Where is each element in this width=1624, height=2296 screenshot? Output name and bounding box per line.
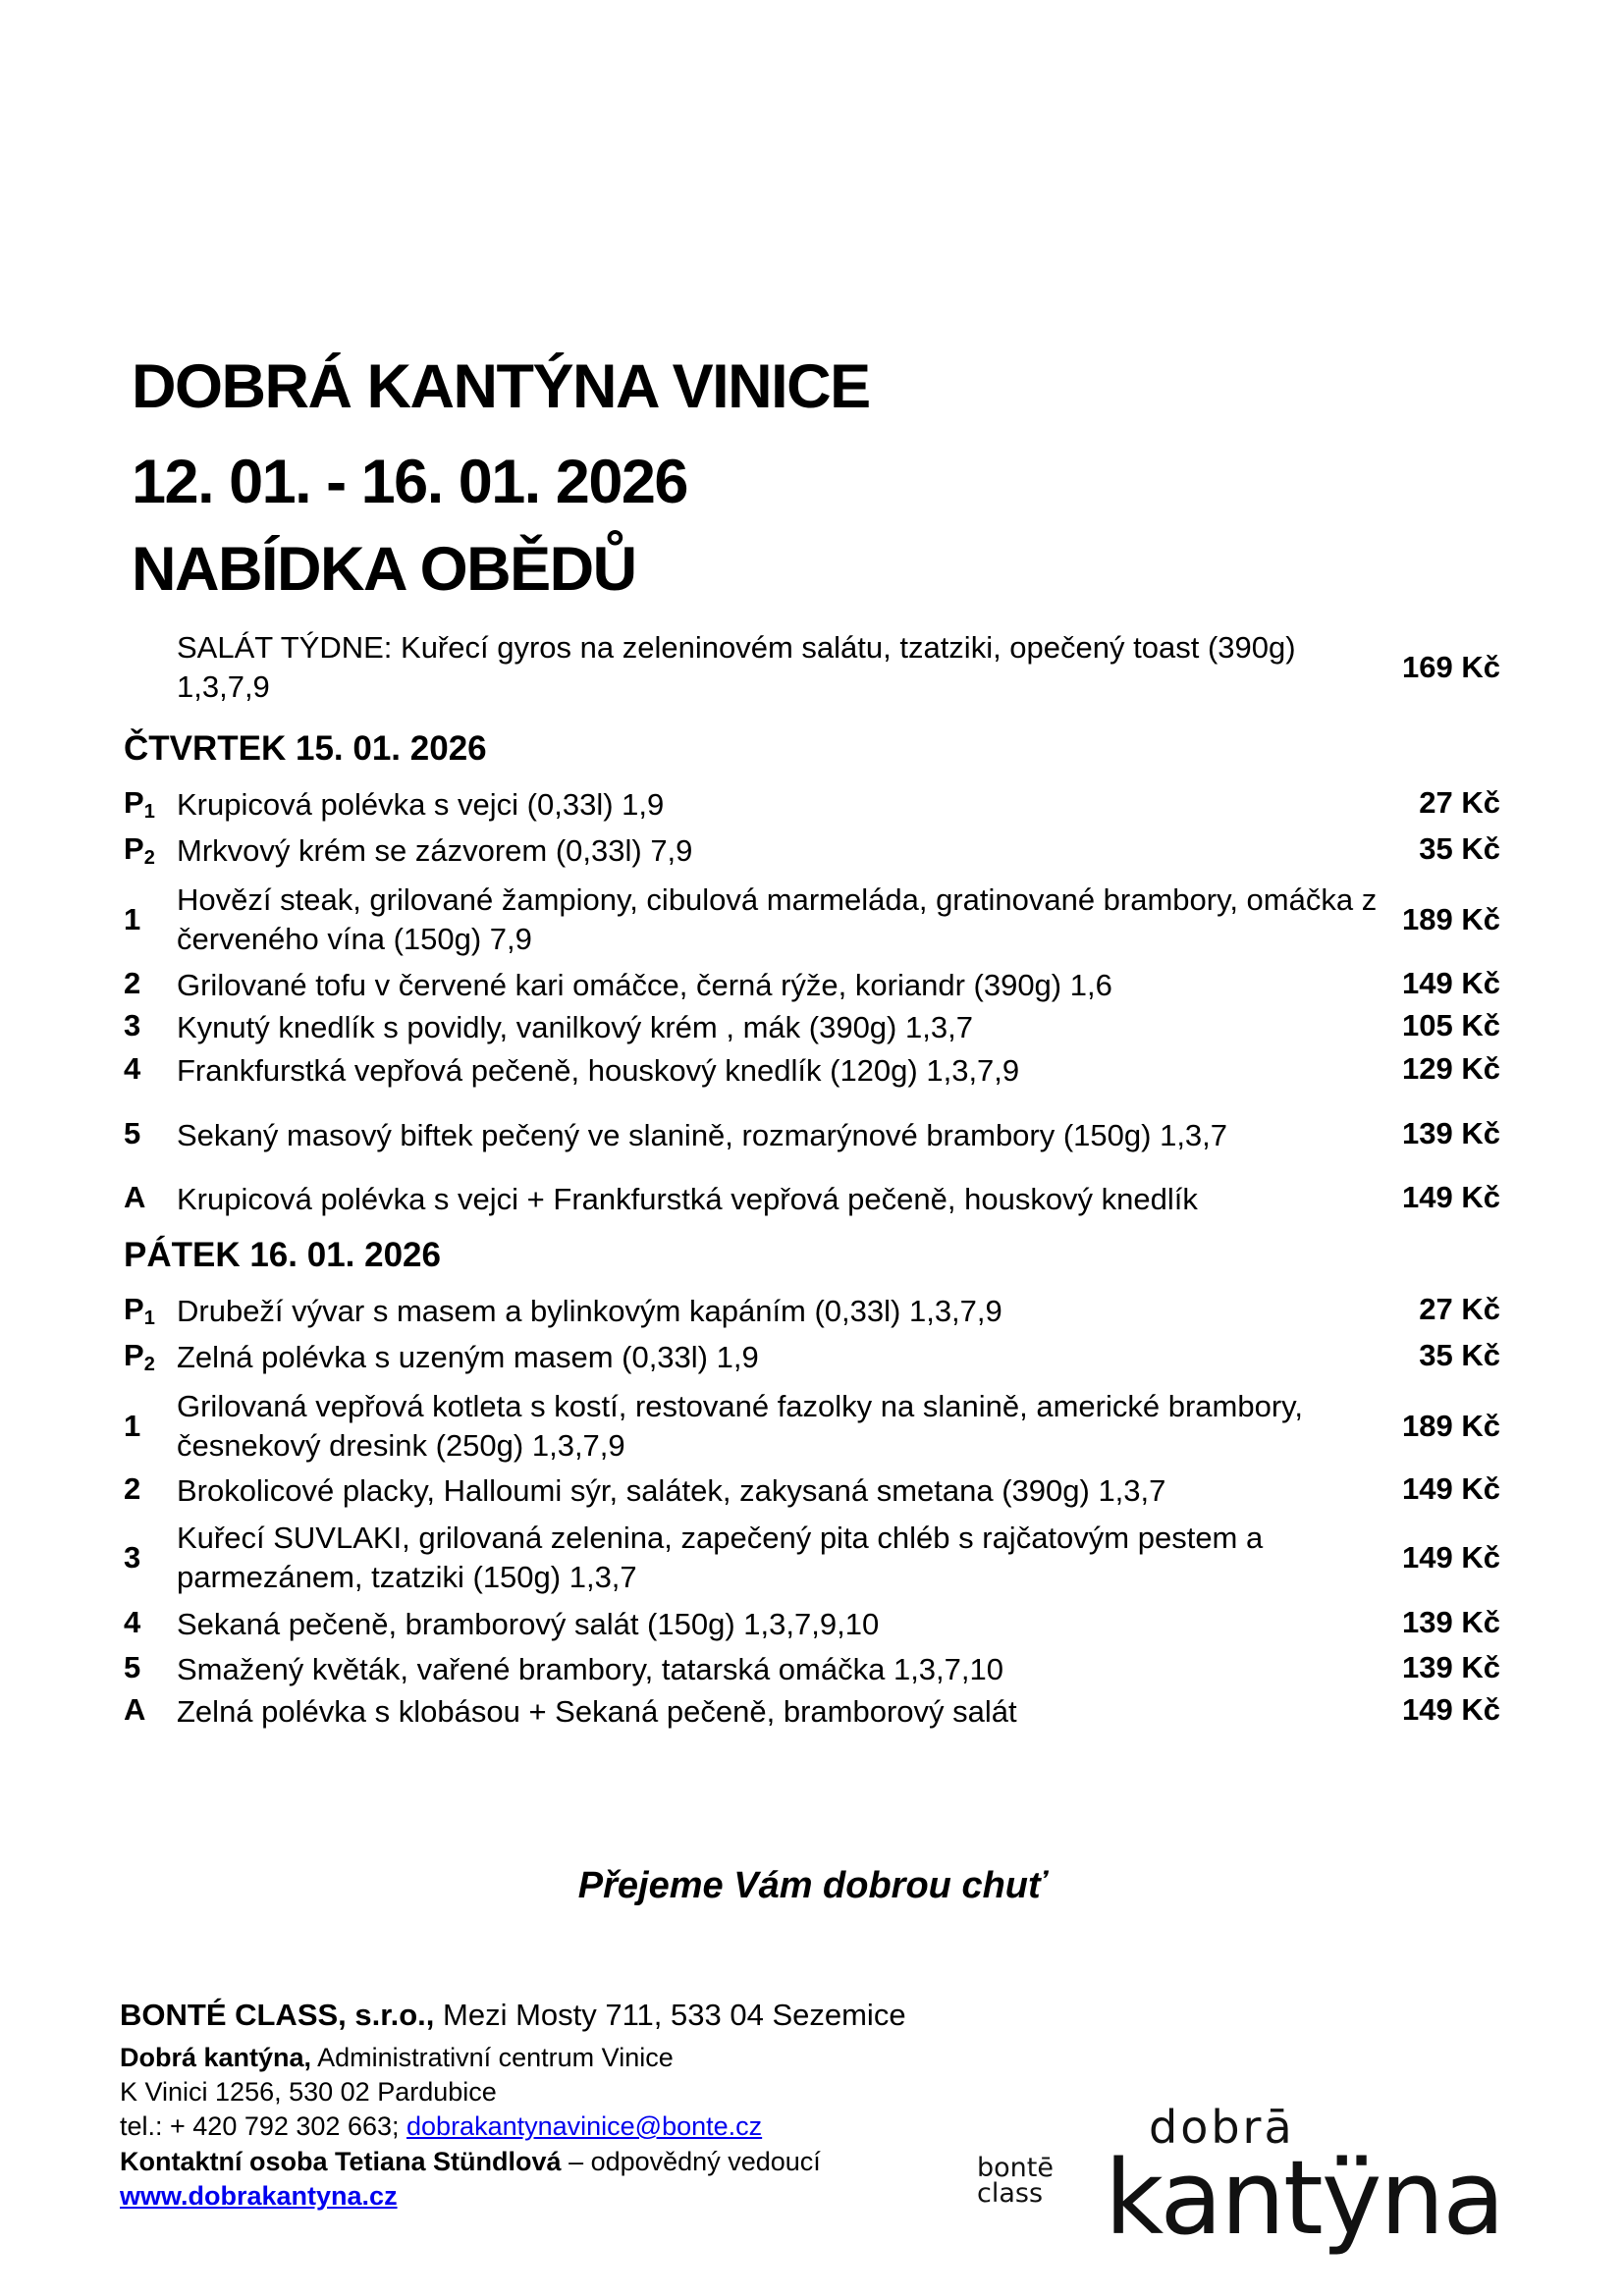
footer-address: K Vinici 1256, 530 02 Pardubice	[120, 2077, 497, 2107]
bonte-class-logo	[977, 2153, 1054, 2209]
salad-of-week	[177, 628, 1375, 707]
item-price: 149 Kč	[1402, 1180, 1500, 1214]
item-price: 105 Kč	[1402, 1008, 1500, 1042]
item-text: Frankfurstká vepřová pečeně, houskový knedlík (120g) 1,3,7,9	[177, 1053, 1020, 1088]
contact-role: – odpovědný vedoucí	[568, 2147, 821, 2176]
item-text: Krupicová polévka s vejci + Frankfurstká vepřová pečeně, houskový knedlík	[177, 1182, 1198, 1216]
item-text: Grilované tofu v červené kari omáčce, černá rýže, koriandr (390g) 1,6	[177, 968, 1112, 1002]
restaurant-title: DOBRÁ KANTÝNA VINICE	[132, 352, 870, 421]
date-range: 12. 01. - 16. 01. 2026	[132, 448, 687, 516]
day-heading-thursday: ČTVRTEK 15. 01. 2026	[124, 729, 487, 768]
item-code: 5	[124, 1116, 141, 1150]
item-price: 149 Kč	[1402, 1540, 1500, 1575]
item-price: 149 Kč	[1402, 966, 1500, 1000]
item-code: $P_1$	[124, 1292, 155, 1329]
item-text: Mrkvový krém se zázvorem (0,33l) 7,9	[177, 833, 693, 868]
item-price: 35 Kč	[1419, 1338, 1500, 1372]
website-link[interactable]: www.dobrakantyna.cz	[120, 2181, 398, 2211]
item-price: 139 Kč	[1402, 1116, 1500, 1150]
item-code: 3	[124, 1008, 141, 1042]
item-code: 2	[124, 1471, 141, 1506]
item-code: $P_1$	[124, 785, 155, 823]
item-code: 3	[124, 1540, 141, 1575]
logo-kantyna-word: kantÿna	[1105, 2138, 1504, 2258]
salad-price: 169 Kč	[1402, 650, 1500, 684]
item-code: A	[124, 1180, 146, 1214]
item-price: 189 Kč	[1402, 902, 1500, 936]
item-code: 1	[124, 1409, 141, 1443]
item-price: 139 Kč	[1402, 1650, 1500, 1684]
item-price: 35 Kč	[1419, 831, 1500, 866]
footer-company-line	[120, 1999, 906, 2032]
item-code: 1	[124, 902, 141, 936]
logo-dobra-word: dobrā	[1149, 2101, 1295, 2154]
item-code: 5	[124, 1650, 141, 1684]
item-code: $P_2$	[124, 1338, 155, 1375]
item-code: A	[124, 1692, 146, 1727]
logo-class-word: class	[977, 2178, 1044, 2209]
logo-bonte-word: bontē	[977, 2153, 1054, 2183]
menu-title: NABÍDKA OBĚDŮ	[132, 535, 636, 604]
item-code: 4	[124, 1051, 141, 1086]
item-text: Hovězí steak, grilované žampiony, cibulová marmeláda, gratinované brambory, omáčka z červeného vína (150g) 7,9	[177, 882, 1378, 956]
salad-text: Kuřecí gyros na zeleninovém salátu, tzatziki, opečený toast (390g) 1,3,7,9	[177, 630, 1296, 704]
footer-canteen-line	[120, 2041, 674, 2074]
salad-label: SALÁT TÝDNE:	[177, 630, 393, 665]
item-price: 27 Kč	[1419, 785, 1500, 820]
item-text: Brokolicové placky, Halloumi sýr, salátek, zakysaná smetana (390g) 1,3,7	[177, 1473, 1166, 1508]
company-address: Mezi Mosty 711, 533 04 Sezemice	[443, 1998, 906, 2032]
company-name: BONTÉ CLASS, s.r.o.,	[120, 1998, 435, 2032]
item-text: Drubeží vývar s masem a bylinkovým kapáním (0,33l) 1,3,7,9	[177, 1294, 1002, 1328]
item-text: Krupicová polévka s vejci (0,33l) 1,9	[177, 787, 665, 822]
item-code: 2	[124, 966, 141, 1000]
item-text: Sekaná pečeně, bramborový salát (150g) 1,3,7,9,10	[177, 1607, 880, 1641]
email-link[interactable]: dobrakantynavinice@bonte.cz	[406, 2111, 763, 2141]
item-price: 149 Kč	[1402, 1471, 1500, 1506]
item-text: Grilovaná vepřová kotleta s kostí, restované fazolky na slanině, americké brambory, česnekový dresink (250g) 1,3,7,9	[177, 1389, 1303, 1463]
day-heading-friday: PÁTEK 16. 01. 2026	[124, 1236, 441, 1274]
item-text: Kuřecí SUVLAKI, grilovaná zelenina, zapečený pita chléb s rajčatovým pestem a parmezánem, tzatziki (150g) 1,3,7	[177, 1521, 1264, 1594]
closing-wish: Přejeme Vám dobrou chuť	[577, 1865, 1047, 1906]
phone: tel.: + 420 792 302 663;	[120, 2111, 400, 2141]
item-text: Zelná polévka s uzeným masem (0,33l) 1,9	[177, 1340, 759, 1374]
item-code: 4	[124, 1605, 141, 1639]
canteen-name: Dobrá kantýna,	[120, 2043, 312, 2072]
item-text: Smažený květák, vařené brambory, tatarská omáčka 1,3,7,10	[177, 1652, 1003, 1686]
item-text: Zelná polévka s klobásou + Sekaná pečeně, bramborový salát	[177, 1694, 1017, 1729]
canteen-place: Administrativní centrum Vinice	[317, 2043, 674, 2072]
item-text: Kynutý knedlík s povidly, vanilkový krém , mák (390g) 1,3,7	[177, 1010, 973, 1044]
item-price: 27 Kč	[1419, 1292, 1500, 1326]
footer-contact-person	[120, 2145, 821, 2178]
item-text: Sekaný masový biftek pečený ve slanině, rozmarýnové brambory (150g) 1,3,7	[177, 1118, 1228, 1152]
item-price: 149 Kč	[1402, 1692, 1500, 1727]
item-price: 139 Kč	[1402, 1605, 1500, 1639]
footer-web	[120, 2179, 398, 2213]
item-code: $P_2$	[124, 831, 155, 869]
footer-contact-line	[120, 2109, 762, 2143]
item-price: 129 Kč	[1402, 1051, 1500, 1086]
item-price: 189 Kč	[1402, 1409, 1500, 1443]
contact-person: Kontaktní osoba Tetiana Stündlová	[120, 2147, 562, 2176]
